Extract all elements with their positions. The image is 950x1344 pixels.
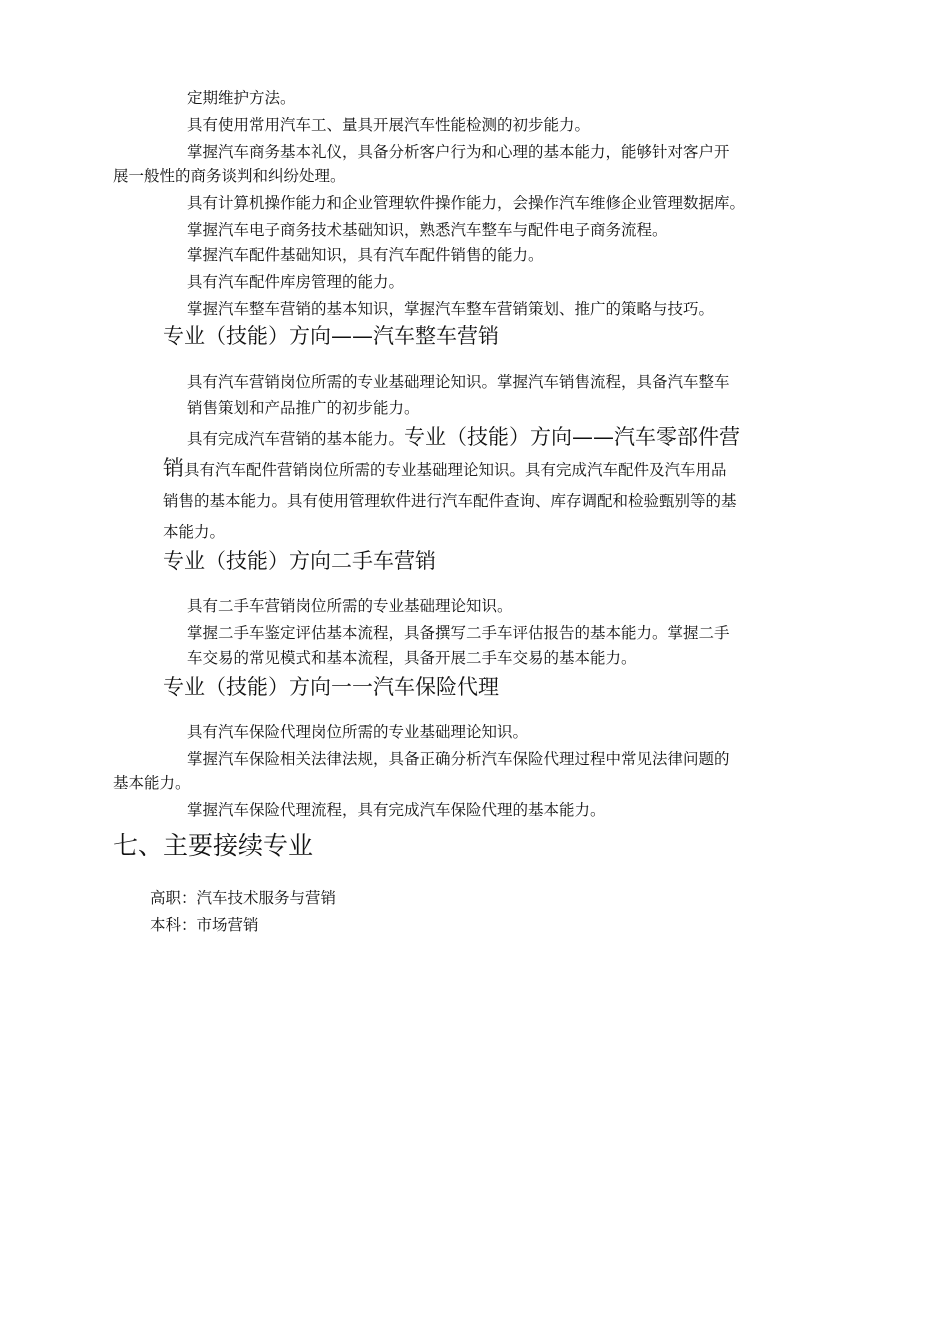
paragraph-line: 具有二手车营销岗位所需的专业基础理论知识。 <box>187 597 513 615</box>
heading-parts-marketing-end: 销 <box>163 456 184 480</box>
section-heading: 七、主要接续专业 <box>113 831 314 860</box>
paragraph-line: 掌握汽车保险代理流程，具有完成汽车保险代理的基本能力。 <box>187 801 606 819</box>
heading-parts-marketing: 专业（技能）方向——汽车零部件营 <box>404 425 741 449</box>
paragraph-line: 销售策划和产品推广的初步能力。 <box>187 399 420 417</box>
heading-used-car-marketing: 专业（技能）方向二手车营销 <box>163 549 436 573</box>
paragraph-line: 掌握汽车电子商务技术基础知识，熟悉汽车整车与配件电子商务流程。 <box>187 221 668 239</box>
paragraph-text: 具有汽车配件营销岗位所需的专业基础理论知识。具有完成汽车配件及汽车用品 <box>184 461 727 479</box>
paragraph-line: 本科：市场营销 <box>150 916 259 934</box>
paragraph-line: 掌握汽车保险相关法律法规，具备正确分析汽车保险代理过程中常见法律问题的 <box>187 750 730 768</box>
paragraph-line: 掌握二手车鉴定评估基本流程，具备撰写二手车评估报告的基本能力。掌握二手 <box>187 624 730 642</box>
paragraph-line: 具有计算机操作能力和企业管理软件操作能力，会操作汽车维修企业管理数据库。 <box>187 194 746 212</box>
paragraph-line: 销售的基本能力。具有使用管理软件进行汽车配件查询、库存调配和检验甄别等的基 <box>163 492 737 510</box>
paragraph-line: 具有汽车营销岗位所需的专业基础理论知识。掌握汽车销售流程，具备汽车整车 <box>187 373 730 391</box>
heading-vehicle-marketing: 专业（技能）方向——汽车整车营销 <box>163 324 499 348</box>
paragraph-line: 车交易的常见模式和基本流程，具备开展二手车交易的基本能力。 <box>187 649 637 667</box>
heading-insurance-agency: 专业（技能）方向一一汽车保险代理 <box>163 675 499 699</box>
paragraph-line <box>163 458 727 480</box>
paragraph-line: 掌握汽车商务基本礼仪，具备分析客户行为和心理的基本能力，能够针对客户开 <box>187 143 730 161</box>
paragraph-text: 具有完成汽车营销的基本能力。 <box>187 430 405 448</box>
paragraph-line <box>187 427 740 449</box>
paragraph-line: 基本能力。 <box>113 774 191 792</box>
paragraph-line: 具有汽车保险代理岗位所需的专业基础理论知识。 <box>187 723 529 741</box>
paragraph-line: 具有使用常用汽车工、量具开展汽车性能检测的初步能力。 <box>187 116 591 134</box>
paragraph-line: 高职：汽车技术服务与营销 <box>150 889 337 907</box>
paragraph-line: 掌握汽车配件基础知识，具有汽车配件销售的能力。 <box>187 246 544 264</box>
paragraph-line: 定期维护方法。 <box>187 89 296 107</box>
paragraph-line: 具有汽车配件库房管理的能力。 <box>187 273 405 291</box>
paragraph-line: 本能力。 <box>163 523 226 541</box>
paragraph-line: 掌握汽车整车营销的基本知识，掌握汽车整车营销策划、推广的策略与技巧。 <box>187 300 715 318</box>
paragraph-line: 展一般性的商务谈判和纠纷处理。 <box>113 167 346 185</box>
